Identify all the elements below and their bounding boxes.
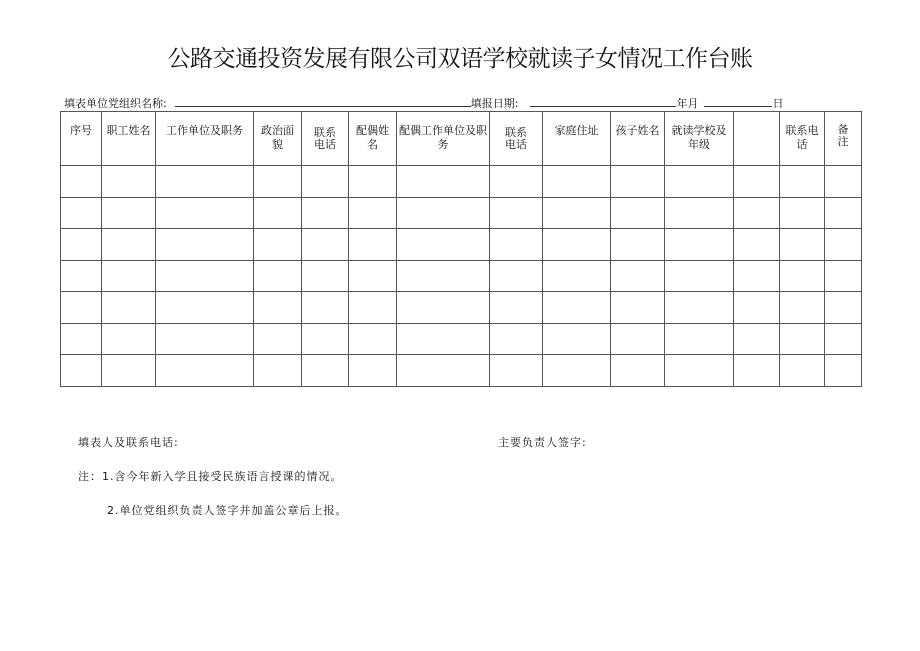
table-cell[interactable]: [349, 229, 397, 261]
table-cell[interactable]: [734, 355, 780, 387]
table-cell[interactable]: [102, 229, 156, 261]
table-cell[interactable]: [397, 292, 490, 324]
table-cell[interactable]: [734, 323, 780, 355]
col-header-spouse-workplace: 配偶工作单位及职务: [397, 112, 490, 166]
col-header-phone: 联系电话: [302, 112, 349, 166]
table-cell[interactable]: [302, 197, 349, 229]
ledger-table: [60, 111, 862, 387]
table-cell[interactable]: [490, 292, 543, 324]
table-cell[interactable]: [102, 355, 156, 387]
table-cell[interactable]: [397, 355, 490, 387]
col-header-spouse-phone: 联系电话: [490, 112, 543, 166]
table-cell[interactable]: [611, 260, 665, 292]
table-cell[interactable]: [825, 229, 862, 261]
year-label: 年: [676, 97, 688, 110]
col-header-employee-name: 职工姓名: [102, 112, 156, 166]
col-header-workplace: 工作单位及职务: [156, 112, 254, 166]
fill-date-label: 填报日期:: [470, 97, 519, 110]
table-cell[interactable]: [780, 260, 825, 292]
table-cell[interactable]: [61, 197, 102, 229]
table-cell[interactable]: [734, 292, 780, 324]
table-cell[interactable]: [349, 323, 397, 355]
table-cell[interactable]: [543, 323, 611, 355]
table-cell[interactable]: [156, 229, 254, 261]
table-cell[interactable]: [780, 229, 825, 261]
table-cell[interactable]: [543, 260, 611, 292]
table-cell[interactable]: [156, 166, 254, 198]
table-cell[interactable]: [349, 292, 397, 324]
month-label: 月: [687, 97, 699, 110]
table-cell[interactable]: [302, 166, 349, 198]
col-header-blank: [734, 112, 780, 166]
table-cell[interactable]: [302, 260, 349, 292]
table-cell[interactable]: [780, 166, 825, 198]
table-cell[interactable]: [397, 166, 490, 198]
table-cell[interactable]: [734, 229, 780, 261]
table-cell[interactable]: [102, 292, 156, 324]
table-cell[interactable]: [665, 197, 734, 229]
table-cell[interactable]: [61, 260, 102, 292]
table-row: [61, 229, 862, 261]
table-cell[interactable]: [156, 323, 254, 355]
table-cell[interactable]: [156, 355, 254, 387]
table-cell[interactable]: [543, 292, 611, 324]
table-cell[interactable]: [254, 229, 302, 261]
table-cell[interactable]: [825, 260, 862, 292]
table-cell[interactable]: [349, 166, 397, 198]
table-cell[interactable]: [302, 323, 349, 355]
table-cell[interactable]: [61, 323, 102, 355]
table-cell[interactable]: [254, 292, 302, 324]
supervisor-signature-label: 主要负责人签字:: [498, 436, 587, 449]
table-cell[interactable]: [780, 197, 825, 229]
table-cell[interactable]: [611, 292, 665, 324]
table-row: [61, 292, 862, 324]
table-cell[interactable]: [349, 355, 397, 387]
table-cell[interactable]: [825, 292, 862, 324]
table-cell[interactable]: [543, 197, 611, 229]
table-cell[interactable]: [254, 166, 302, 198]
table-cell[interactable]: [825, 355, 862, 387]
table-cell[interactable]: [825, 197, 862, 229]
table-cell[interactable]: [780, 292, 825, 324]
col-header-home-address: 家庭住址: [543, 112, 611, 166]
date-blank-1[interactable]: [530, 95, 676, 107]
table-cell[interactable]: [349, 197, 397, 229]
table-cell[interactable]: [397, 260, 490, 292]
table-cell[interactable]: [102, 166, 156, 198]
table-cell[interactable]: [611, 355, 665, 387]
table-cell[interactable]: [665, 323, 734, 355]
table-cell[interactable]: [102, 323, 156, 355]
table-cell[interactable]: [490, 260, 543, 292]
table-cell[interactable]: [611, 166, 665, 198]
table-cell[interactable]: [490, 166, 543, 198]
day-label: 日: [772, 97, 784, 110]
table-cell[interactable]: [490, 229, 543, 261]
table-header-row: [61, 112, 862, 166]
table-cell[interactable]: [102, 260, 156, 292]
table-cell[interactable]: [665, 260, 734, 292]
col-header-index: 序号: [61, 112, 102, 166]
table-row: [61, 197, 862, 229]
table-cell[interactable]: [61, 355, 102, 387]
table-cell[interactable]: [665, 229, 734, 261]
table-cell[interactable]: [254, 197, 302, 229]
table-cell[interactable]: [611, 323, 665, 355]
note-line-1: 注：1.含今年新入学且接受民族语言授课的情况。: [78, 470, 343, 483]
table-cell[interactable]: [254, 323, 302, 355]
col-header-child-name: 孩子姓名: [611, 112, 665, 166]
table-cell[interactable]: [611, 229, 665, 261]
table-cell[interactable]: [734, 166, 780, 198]
table-cell[interactable]: [156, 197, 254, 229]
col-header-political-status: 政治面貌: [254, 112, 302, 166]
table-cell[interactable]: [397, 197, 490, 229]
org-name-label: 填表单位党组织名称:: [64, 97, 167, 110]
table-cell[interactable]: [302, 292, 349, 324]
table-row: [61, 355, 862, 387]
table-cell[interactable]: [254, 355, 302, 387]
table-row: [61, 323, 862, 355]
table-cell[interactable]: [734, 260, 780, 292]
filler-contact-label: 填表人及联系电话:: [78, 436, 179, 449]
table-cell[interactable]: [302, 229, 349, 261]
table-row: [61, 166, 862, 198]
note-line-2: 2.单位党组织负责人签字并加盖公章后上报。: [107, 504, 348, 517]
table-cell[interactable]: [490, 197, 543, 229]
table-cell[interactable]: [543, 166, 611, 198]
table-cell[interactable]: [490, 355, 543, 387]
col-header-school-grade: 就读学校及年级: [665, 112, 734, 166]
table-cell[interactable]: [397, 229, 490, 261]
table-cell[interactable]: [490, 323, 543, 355]
page-title: 公路交通投资发展有限公司双语学校就读子女情况工作台账: [167, 46, 753, 72]
col-header-spouse-name: 配偶姓名: [349, 112, 397, 166]
table-cell[interactable]: [543, 355, 611, 387]
table-cell[interactable]: [543, 229, 611, 261]
table-cell[interactable]: [825, 166, 862, 198]
table-cell[interactable]: [665, 166, 734, 198]
table-cell[interactable]: [665, 292, 734, 324]
org-name-field[interactable]: [175, 95, 471, 107]
table-cell[interactable]: [611, 197, 665, 229]
table-cell[interactable]: [780, 323, 825, 355]
table-cell[interactable]: [156, 260, 254, 292]
table-cell[interactable]: [780, 355, 825, 387]
table-cell[interactable]: [61, 166, 102, 198]
table-cell[interactable]: [349, 260, 397, 292]
col-header-remarks: 备注: [825, 112, 862, 166]
date-blank-2[interactable]: [704, 95, 772, 107]
table-cell[interactable]: [734, 197, 780, 229]
header-fill-line: [64, 95, 783, 111]
table-cell[interactable]: [397, 323, 490, 355]
table-cell[interactable]: [156, 292, 254, 324]
table-cell[interactable]: [302, 355, 349, 387]
table-cell[interactable]: [825, 323, 862, 355]
table-row: [61, 260, 862, 292]
table-cell[interactable]: [665, 355, 734, 387]
table-cell[interactable]: [254, 260, 302, 292]
table-cell[interactable]: [61, 229, 102, 261]
table-cell[interactable]: [61, 292, 102, 324]
col-header-contact-phone: 联系电话: [780, 112, 825, 166]
table-cell[interactable]: [102, 197, 156, 229]
